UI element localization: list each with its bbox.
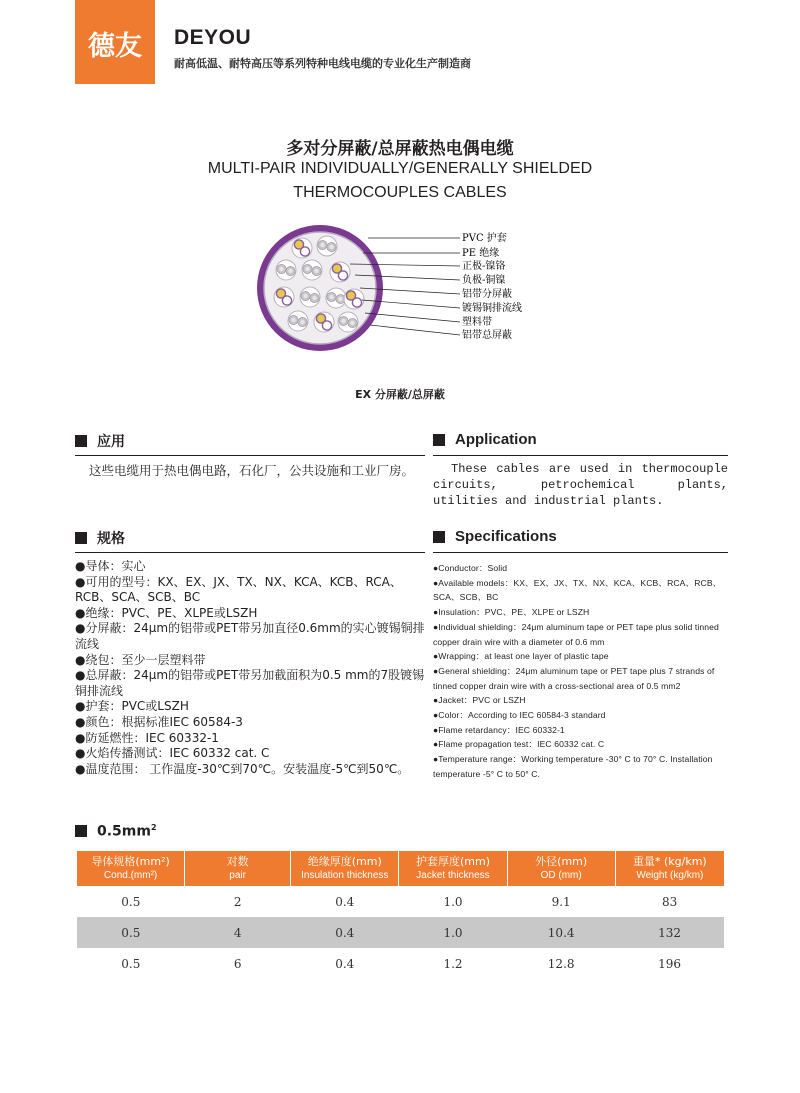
section-head-table (75, 823, 157, 840)
brand-name: DEYOU (174, 26, 252, 49)
cell: 2 (233, 894, 242, 909)
label-pe-insulation: PE 绝缘 (462, 248, 500, 259)
cell: 4 (185, 917, 291, 948)
page-title-cn: 多对分屏蔽/总屏蔽热电偶电缆 (286, 139, 514, 159)
col-header-en: Insulation thickness (301, 869, 389, 881)
col-header-cn: 护套厚度(mm) (415, 854, 490, 868)
spec-item: ●Insulation：PVC、PE、XLPE or LSZH (433, 607, 590, 618)
cell: 132 (615, 917, 724, 948)
spec-item: ●总屏蔽：24μm的铝带或PET带另加截面积为0.5 mm的7股镀锡铜排流线 (75, 668, 425, 698)
cell: 0.4 (335, 956, 355, 971)
square-bullet-icon (433, 531, 445, 543)
section-title: 应用 (97, 434, 125, 450)
spec-item: ●可用的型号：KX、EX、JX、TX、NX、KCA、KCB、RCA、RCB、SCA、SCB、BC (75, 574, 402, 605)
table-section-size-sup: 2 (150, 823, 157, 832)
section-head-specifications-cn (75, 528, 125, 548)
col-header (399, 851, 507, 886)
section-head-application-cn (75, 431, 125, 451)
cell: 12.8 (547, 956, 575, 971)
square-bullet-icon (75, 825, 87, 837)
section-title: 规格 (97, 531, 125, 547)
logo (75, 0, 155, 84)
spec-item: ●Flame retardancy：IEC 60332-1 (433, 724, 565, 735)
col-header (77, 851, 185, 886)
cell: 196 (658, 956, 682, 971)
spec-item: ●Individual shielding：24μm aluminum tape or PET tape plus solid tinned copper drain wire with a diameter of 0.6 mm (433, 621, 719, 647)
col-header-en: pair (229, 869, 246, 881)
cell: 10.4 (507, 917, 615, 948)
col-header-cn: 重量* (kg/km) (632, 854, 707, 868)
table-header-row (77, 851, 724, 886)
spec-item: ●火焰传播测试：IEC 60332 cat. C (75, 746, 270, 761)
col-header-cn: 对数 (226, 854, 249, 868)
spec-item: ●Temperature range：Working temperature -30° C to 70° C. Installation temperature -5° C to 50° C. (433, 754, 713, 779)
spec-item: ●General shielding：24μm aluminum tape or PET tape plus 7 strands of tinned copper drain wire with a cross-sectional area of 0.5 mm2 (433, 665, 715, 691)
specifications-list-en (433, 561, 729, 782)
spec-item: ●绕包：至少一层塑料带 (75, 652, 206, 667)
section-head-specifications-en (433, 528, 557, 545)
col-header-cn: 绝缘厚度(mm) (307, 854, 382, 868)
spec-item: ●分屏蔽：24μm的铝带或PET带另加直径0.6mm的实心镀锡铜排流线 (75, 621, 425, 651)
section-title (97, 823, 157, 840)
square-bullet-icon (433, 434, 445, 446)
col-header-en: Jacket thickness (416, 869, 490, 881)
col-header-en: Cond.(mm²) (103, 869, 158, 881)
col-header-cn: 外径(mm) (535, 854, 588, 868)
label-plastic-tape: 塑料带 (462, 317, 492, 328)
specifications-list-cn (75, 559, 425, 777)
section-title: Application (455, 431, 537, 448)
section-head-application-en (433, 431, 537, 448)
application-text-cn: 这些电缆用于热电偶电路，石化厂，公共设施和工业厂房。 (89, 463, 415, 478)
cell: 1.0 (399, 917, 507, 948)
page-title-en-line2: THERMOCOUPLES CABLES (293, 184, 507, 201)
spec-item: ●颜色：根据标准IEC 60584-3 (75, 714, 243, 729)
spec-item: ●Flame propagation test：IEC 60332 cat. C (433, 739, 605, 750)
label-drain-wire: 镀锡铜排流线 (462, 303, 522, 314)
tagline: 耐高低温、耐特高压等系列特种电线电缆的专业化生产制造商 (174, 57, 471, 70)
spec-item: ●绝缘：PVC、PE、XLPE或LSZH (75, 605, 258, 620)
spec-item: ●防延燃性：IEC 60332-1 (75, 730, 219, 745)
square-bullet-icon (75, 532, 87, 544)
section-title: Specifications (455, 528, 557, 545)
spec-item: ●Wrapping：at least one layer of plastic tape (433, 651, 609, 662)
table-row (77, 917, 724, 948)
label-pvc-jacket: PVC 护套 (462, 233, 507, 244)
cell: 0.5 (121, 894, 141, 909)
cell: 0.5 (121, 956, 141, 971)
table-row (77, 886, 724, 917)
label-positive-conductor: 正极-镍铬 (462, 261, 506, 272)
page-title-en-line1: MULTI-PAIR INDIVIDUALLY/GENERALLY SHIELDED (207, 160, 593, 177)
page-title-en (0, 157, 800, 205)
divider (433, 552, 728, 553)
application-text-en: These cables are used in thermocouple circuits, petrochemical plants, utilities and industrial plants. (433, 462, 728, 508)
table-row (77, 948, 724, 979)
figure-caption: EX 分屏蔽/总屏蔽 (355, 388, 445, 401)
spec-item: ●Color：According to IEC 60584-3 standard (433, 710, 606, 721)
spec-item: ●导体：实心 (75, 559, 146, 573)
spec-item: ●温度范围： 工作温度-30℃到70℃。安装温度-5℃到50℃。 (75, 761, 410, 776)
label-negative-conductor: 负极-铜镍 (462, 275, 506, 286)
label-overall-shield: 铝带总屏蔽 (462, 330, 512, 341)
col-header (615, 851, 724, 886)
square-bullet-icon (75, 435, 87, 447)
cell: 0.5 (77, 917, 185, 948)
figure-labels (462, 231, 522, 341)
specification-table (77, 851, 724, 979)
col-header (185, 851, 291, 886)
divider (75, 455, 425, 456)
cell: 83 (661, 894, 678, 909)
col-header-en: OD (mm) (540, 869, 582, 881)
label-individual-shield: 铝带分屏蔽 (462, 289, 512, 300)
col-header (507, 851, 615, 886)
col-header-cn: 导体规格(mm²) (91, 854, 170, 868)
spec-item: ●Available models：KX、EX、JX、TX、NX、KCA、KCB、RCA、RCB、SCA、SCB、BC (433, 577, 722, 603)
cell: 0.4 (335, 894, 355, 909)
cell: 6 (233, 956, 242, 971)
logo-text: 德友 (88, 31, 142, 62)
spec-item: ●Conductor：Solid (433, 563, 508, 573)
col-header-en: Weight (kg/km) (636, 869, 704, 881)
spec-item: ●Jacket：PVC or LSZH (433, 695, 526, 706)
table-section-size: 0.5mm (97, 823, 151, 840)
cell: 1.2 (443, 956, 463, 971)
divider (75, 552, 425, 553)
cell: 9.1 (551, 894, 571, 909)
cell: 0.4 (291, 917, 399, 948)
cable-cross-section-diagram (250, 218, 550, 368)
divider (433, 455, 728, 456)
cell: 1.0 (443, 894, 463, 909)
col-header (291, 851, 399, 886)
spec-item: ●护套：PVC或LSZH (75, 699, 189, 714)
